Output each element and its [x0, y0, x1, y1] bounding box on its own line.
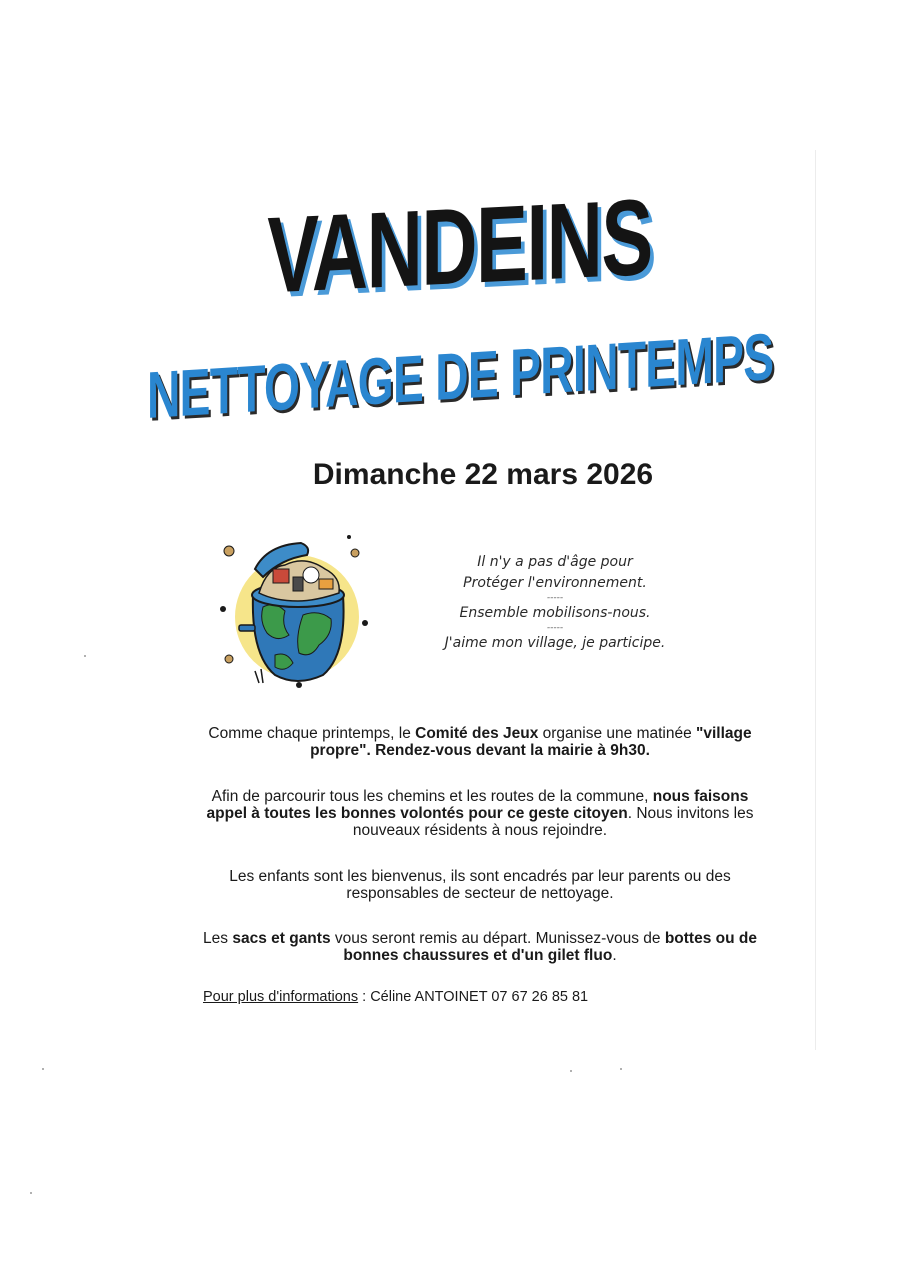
- contact-name: Céline ANTOINET: [370, 989, 488, 1005]
- scan-speck: [30, 1192, 32, 1194]
- quote-line: Protéger l'environnement.: [463, 575, 647, 591]
- contact-phone: 07 67 26 85 81: [491, 989, 589, 1005]
- provided-equipment: sacs et gants: [232, 930, 331, 947]
- event-subtitle: NETTOYAGE DE PRINTEMPS: [146, 318, 774, 433]
- contact-separator: :: [358, 989, 371, 1005]
- text-run: vous seront remis au départ. Munissez-vous de: [330, 930, 665, 947]
- volunteer-call: nous faisons appel à toutes les bonnes volontés pour ce geste citoyen: [206, 788, 749, 822]
- quote-separator: -----: [546, 593, 564, 603]
- text-run: Comme chaque printemps, le: [208, 725, 416, 742]
- text-run: Afin de parcourir tous les chemins et les routes de la commune,: [211, 788, 653, 805]
- text-run: Les enfants sont les bienvenus, ils sont encadrés par leur parents ou des responsables de secteur de nettoyage.: [229, 868, 731, 902]
- scan-speck: [84, 655, 86, 657]
- village-title: VANDEINS: [267, 175, 652, 316]
- earth-trash-bin-icon: [215, 525, 375, 695]
- quote-line: Il n'y a pas d'âge pour: [477, 554, 633, 570]
- scan-page-edge: [815, 150, 816, 1050]
- scan-speck: [620, 1068, 622, 1070]
- event-date: Dimanche 22 mars 2026: [312, 458, 654, 491]
- paragraph-meeting: [195, 725, 765, 759]
- text-run: . Nous invitons les nouveaux résidents à nous rejoindre.: [352, 805, 754, 839]
- required-equipment: bottes ou de bonnes chaussures et d'un gilet fluo: [343, 930, 757, 964]
- scan-speck: [570, 1070, 572, 1072]
- paragraph-children: [195, 868, 765, 902]
- meeting-info: "village propre". Rendez-vous devant la mairie à 9h30.: [310, 725, 752, 759]
- quote-line: J'aime mon village, je participe.: [444, 635, 666, 651]
- organizer-name: Comité des Jeux: [415, 725, 539, 742]
- contact-line: [203, 989, 588, 1006]
- paragraph-equipment: [195, 930, 765, 964]
- quote-separator: -----: [546, 623, 564, 633]
- paragraph-call-to-volunteers: [195, 788, 765, 839]
- scan-speck: [42, 1068, 44, 1070]
- quote-block: [420, 552, 690, 654]
- text-run: .: [612, 947, 617, 964]
- text-run: organise une matinée: [538, 725, 697, 742]
- contact-label: Pour plus d'informations: [203, 989, 359, 1005]
- text-run: Les: [203, 930, 233, 947]
- quote-line: Ensemble mobilisons-nous.: [459, 605, 651, 621]
